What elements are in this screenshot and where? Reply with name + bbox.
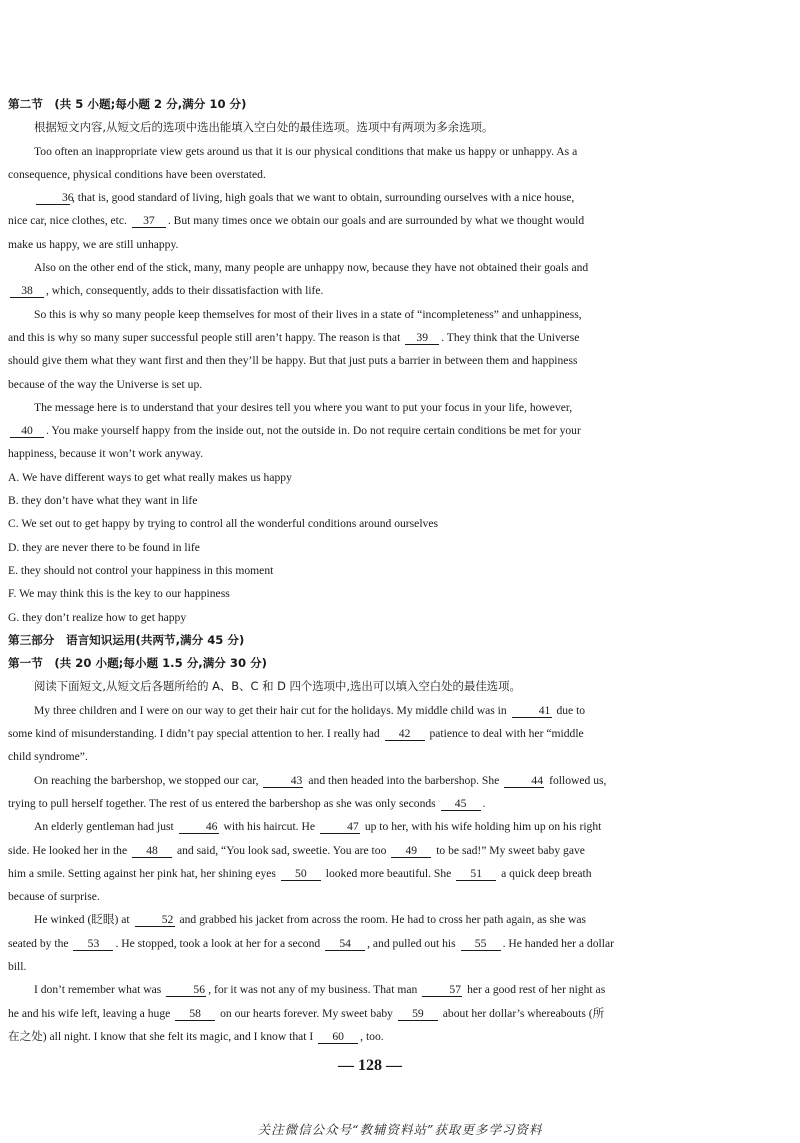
blank-54[interactable]: 54 [325,937,365,951]
blank-52[interactable]: 52 [135,913,175,927]
blank-45[interactable]: 45 [441,797,481,811]
passage-text: nice car, nice clothes, etc. [8,214,127,228]
blank-36[interactable]: 36 [36,191,70,205]
passage-text: with his haircut. He [223,820,315,834]
blank-55[interactable]: 55 [461,937,501,951]
passage-text: patience to deal with her “middle [429,727,584,741]
passage-text: side. He looked her in the [8,843,128,857]
footer-watermark: 关注微信公众号“教辅资料站”获取更多学习资料 [257,1122,543,1137]
passage-line [8,769,778,792]
passage-text: , and pulled out his [367,936,456,950]
passage-text: . He handed her a dollar [502,936,614,950]
passage-line: bill. [8,959,27,973]
blank-40[interactable]: 40 [10,424,44,438]
blank-56[interactable]: 56 [166,983,206,997]
passage-text: and then headed into the barbershop. She [308,773,500,787]
passage-line [8,862,778,885]
passage-line [8,792,778,815]
passage-text: about her dollar’s whereabouts (所 [442,1006,605,1020]
passage-line: child syndrome”. [8,750,88,764]
passage-line: Too often an inappropriate view gets around us that it is our physical conditions that make us happy or unhappy. As a [34,144,578,158]
option-f: F. We may think this is the key to our happiness [8,587,230,601]
passage-text: her a good rest of her night as [467,983,606,997]
passage-text: trying to pull herself together. The rest of us entered the barbershop as she was only seconds [8,796,436,810]
blank-48[interactable]: 48 [132,844,172,858]
option-c: C. We set out to get happy by trying to control all the wonderful conditions around ourselves [8,517,438,531]
passage-text: up to her, with his wife holding him up on his right [364,820,602,834]
passage-text: followed us, [549,773,607,787]
blank-46[interactable]: 46 [179,820,219,834]
passage-line [8,978,778,1001]
blank-39[interactable]: 39 [405,331,439,345]
passage-line: make us happy, we are still unhappy. [8,237,179,251]
passage-text: , for it was not any of my business. That man [208,983,418,997]
passage-line: The message here is to understand that your desires tell you where you want to put your focus in your life, however, [34,400,573,414]
blank-41[interactable]: 41 [512,704,552,718]
passage-text: . He stopped, took a look at her for a second [115,936,321,950]
passage-text: An elderly gentleman had just [34,820,174,834]
blank-37[interactable]: 37 [132,214,166,228]
blank-47[interactable]: 47 [320,820,360,834]
blank-51[interactable]: 51 [456,867,496,881]
passage-text: . You make yourself happy from the inside out, not the outside in. Do not require certain conditions be met for your [46,424,581,438]
passage-text: to be sad!” My sweet baby gave [436,843,585,857]
passage-line [8,1025,778,1048]
blank-53[interactable]: 53 [73,937,113,951]
blank-59[interactable]: 59 [398,1007,438,1021]
passage-text: looked more beautiful. She [325,866,452,880]
passage-line: should give them what they want first and then they’ll be happy. But that just puts a barrier in between them and happiness [8,354,578,368]
passage-line [8,186,778,209]
passage-line [8,209,778,232]
option-e: E. they should not control your happiness in this moment [8,563,274,577]
passage-text: some kind of misunderstanding. I didn’t pay special attention to her. I really had [8,727,380,741]
blank-43[interactable]: 43 [263,774,303,788]
passage-text: . But many times once we obtain our goals and are surrounded by what we thought would [167,214,585,228]
passage-line: because of the way the Universe is set up. [8,377,203,391]
document-page [8,93,778,1048]
passage-text: , that is, good standard of living, high goals that we want to obtain, surrounding ourselves with a nice house, [72,191,575,205]
passage-text: I don’t remember what was [34,983,162,997]
option-g: G. they don’t realize how to get happy [8,610,187,624]
passage-text: , which, consequently, adds to their dissatisfaction with life. [46,284,324,298]
passage-line [8,326,778,349]
section-instruction: 根据短文内容,从短文后的选项中选出能填入空白处的最佳选项。选项中有两项为多余选项。 [34,120,494,135]
option-d: D. they are never there to be found in life [8,540,200,554]
part-header: 第三部分 语言知识运用(共两节,满分 45 分) [8,632,245,647]
passage-text: on our hearts forever. My sweet baby [220,1006,393,1020]
passage-line [8,279,778,302]
passage-text: . They think that the Universe [441,330,580,344]
blank-42[interactable]: 42 [385,727,425,741]
passage-line [8,1002,778,1025]
blank-57[interactable]: 57 [422,983,462,997]
passage-text: My three children and I were on our way to get their hair cut for the holidays. My middle child was in [34,703,507,717]
passage-text: and this is why so many super successful people still aren’t happy. The reason is that [8,330,401,344]
passage-line [8,419,778,442]
passage-text: him a smile. Setting against her pink hat, her shining eyes [8,866,276,880]
page-number: — 128 — [338,1057,402,1074]
section-header: 第一节 (共 20 小题;每小题 1.5 分,满分 30 分) [8,656,267,671]
passage-line [8,908,778,931]
passage-line: because of surprise. [8,890,100,904]
blank-49[interactable]: 49 [391,844,431,858]
passage-line: consequence, physical conditions have been overstated. [8,167,266,181]
section-header: 第二节 (共 5 小题;每小题 2 分,满分 10 分) [8,97,247,111]
passage-text: seated by the [8,936,69,950]
blank-58[interactable]: 58 [175,1007,215,1021]
passage-text: due to [556,703,586,717]
passage-line [8,722,778,745]
passage-text: . [482,796,486,810]
passage-line [8,815,778,838]
passage-line: So this is why so many people keep themselves for most of their lives in a state of “incompleteness” and unhappiness, [34,307,582,321]
passage-line [8,932,778,955]
blank-50[interactable]: 50 [281,867,321,881]
blank-60[interactable]: 60 [318,1030,358,1044]
option-a: A. We have different ways to get what really makes us happy [8,470,292,484]
passage-line: happiness, because it won’t work anyway. [8,447,204,461]
passage-line [8,839,778,862]
passage-text: He winked (眨眼) at [34,913,130,927]
passage-line [8,699,778,722]
passage-text: and said, “You look sad, sweetie. You are too [176,843,387,857]
passage-text: a quick deep breath [501,866,592,880]
passage-text: and grabbed his jacket from across the room. He had to cross her path again, as she was [179,913,587,927]
passage-text: he and his wife left, leaving a huge [8,1006,171,1020]
option-b: B. they don’t have what they want in life [8,494,198,508]
section-instruction: 阅读下面短文,从短文后各题所给的 A、B、C 和 D 四个选项中,选出可以填入空白处的最佳选项。 [34,679,521,694]
blank-38[interactable]: 38 [10,284,44,298]
passage-text: , too. [360,1029,384,1043]
blank-44[interactable]: 44 [504,774,544,788]
passage-text: 在之处) all night. I know that she felt its magic, and I know that I [8,1029,314,1043]
passage-text: On reaching the barbershop, we stopped our car, [34,773,259,787]
passage-line: Also on the other end of the stick, many, many people are unhappy now, because they have not obtained their goals and [34,261,589,275]
